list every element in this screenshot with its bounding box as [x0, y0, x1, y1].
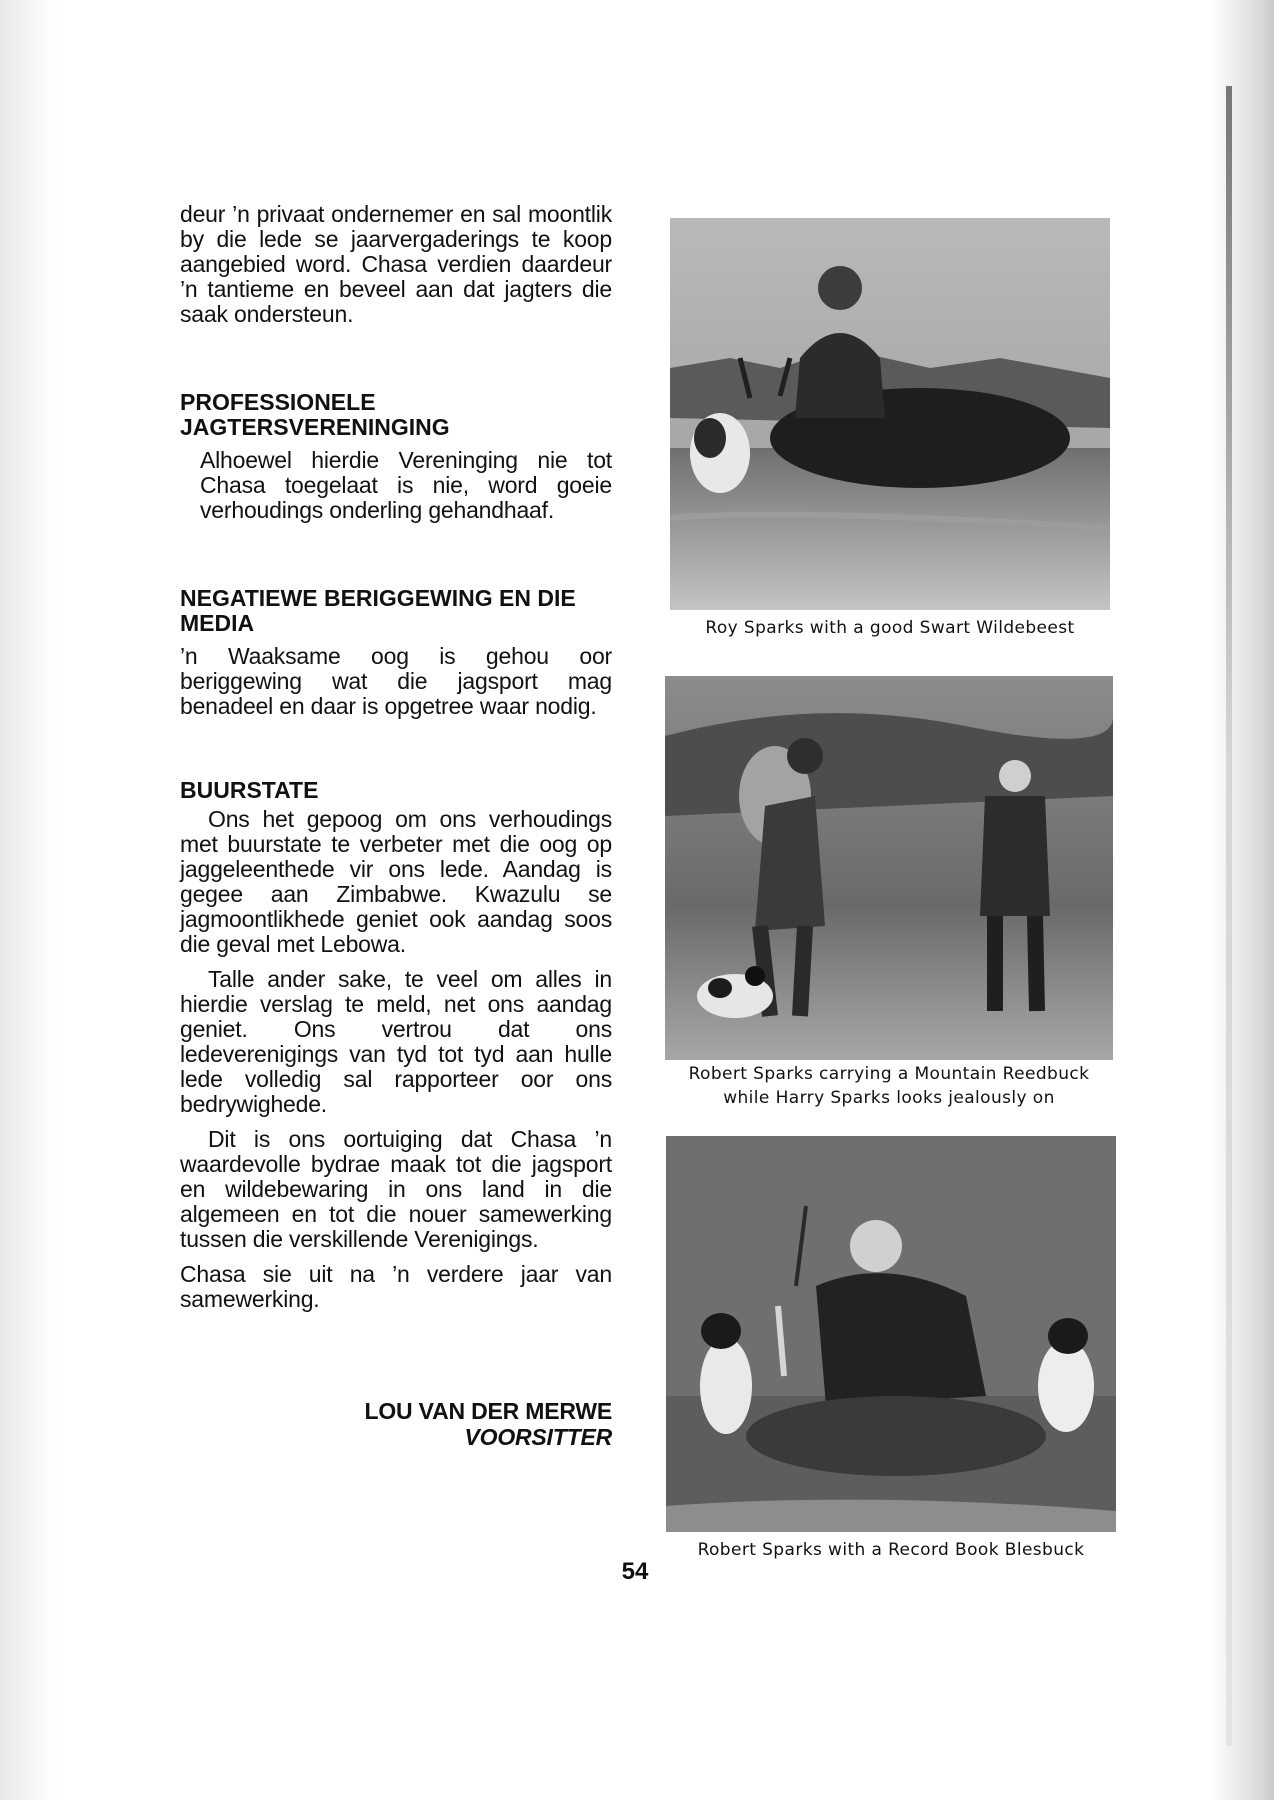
section-heading: NEGATIEWE BERIGGEWING EN DIE MEDIA	[180, 585, 576, 636]
photo-wildebeest	[670, 218, 1110, 610]
section-body: Alhoewel hierdie Vereninging nie tot Chasa toegelaat is nie, word goeie verhoudings onderling gehandhaaf.	[200, 447, 612, 523]
photo-wildebeest-caption: Roy Sparks with a good Swart Wildebeest	[705, 618, 1075, 638]
photo-blesbuck-image	[666, 1136, 1116, 1532]
signature-block	[365, 1398, 612, 1450]
section-paragraph: Dit is ons oortuiging dat Chasa ’n waardevolle bydrae maak tot die jagsport en wildebewaring in ons land in die algemeen en tot die nouer samewerking tussen die verskillende Verenigings.	[180, 1126, 612, 1252]
section-professional-hunters	[180, 390, 612, 541]
photo-blesbuck	[666, 1136, 1116, 1532]
caption-line: Robert Sparks carrying a Mountain Reedbuck	[688, 1064, 1090, 1084]
photo-blesbuck-caption: Robert Sparks with a Record Book Blesbuck	[697, 1540, 1085, 1560]
photo-wildebeest-image	[670, 218, 1110, 610]
intro-block	[180, 202, 612, 345]
section-heading: BUURSTATE	[180, 777, 319, 803]
section-body: ’n Waaksame oog is gehou oor beriggewing wat die jagsport mag benadeel en daar is opgetree waar nodig.	[180, 643, 612, 719]
section-paragraph: Talle ander sake, te veel om alles in hierdie verslag te meld, net ons aandag geniet. Ons vertrou dat ons ledeverenigings van tyd tot tyd aan hulle lede volledig sal rapporteer oor ons bedrywighede.	[180, 966, 612, 1117]
section-negative-media	[180, 586, 612, 737]
signature-name: LOU VAN DER MERWE	[364, 1398, 612, 1424]
signature-role: VOORSITTER	[464, 1424, 612, 1450]
page-number: 54	[621, 1558, 649, 1585]
page-binding-edge	[1226, 86, 1232, 1746]
caption-line: while Harry Sparks looks jealously on	[723, 1088, 1055, 1108]
section-paragraph: Chasa sie uit na ’n verdere jaar van samewerking.	[180, 1261, 612, 1312]
photo-reedbuck-caption	[665, 1062, 1113, 1110]
section-heading: PROFESSIONELE JAGTERSVERENINGING	[180, 389, 450, 440]
intro-paragraph: deur ’n privaat ondernemer en sal moontlik by die lede se jaarvergaderings te koop aangebied word. Chasa verdien daardeur ’n tantieme en beveel aan dat jagters die saak ondersteun.	[180, 201, 612, 327]
scan-shadow-right	[1210, 0, 1274, 1800]
photo-reedbuck-image	[665, 676, 1113, 1060]
scan-shadow-left	[0, 0, 60, 1800]
photo-reedbuck	[665, 676, 1113, 1060]
section-paragraph: Ons het gepoog om ons verhoudings met buurstate te verbeter met die oog op jaggeleenthede vir ons lede. Aandag is gegee aan Zimbabwe. Kwazulu se jagmoontlikhede geniet ook aandag soos die geval met Lebowa.	[180, 806, 612, 957]
section-neighbour-states	[180, 778, 612, 1330]
